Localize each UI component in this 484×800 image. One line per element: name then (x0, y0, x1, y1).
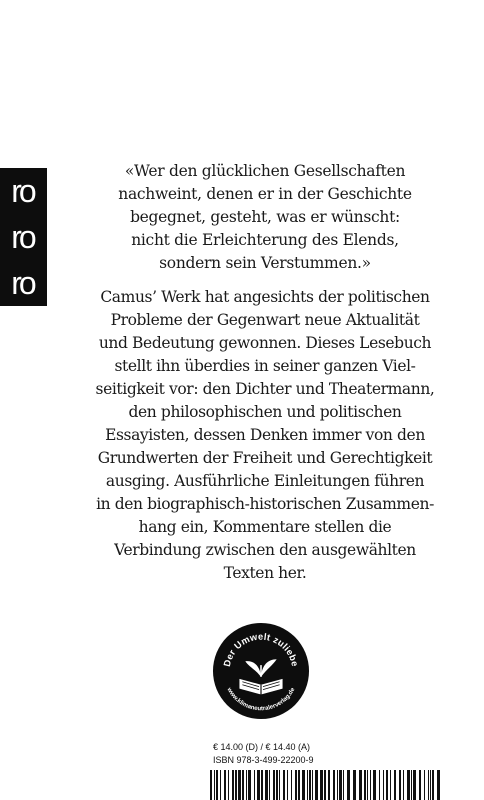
blurb-line: stellt ihn überdies in seiner ganzen Viel- (114, 357, 416, 375)
barcode-bar (235, 770, 237, 800)
rororo-logo (0, 168, 47, 306)
barcode-bar (373, 770, 376, 800)
barcode-bar (364, 770, 366, 800)
barcode-bar (220, 770, 221, 800)
barcode-bar (386, 770, 388, 800)
quote-line: «Wer den glücklichen Gesellschaften (124, 162, 406, 180)
barcode-bar (403, 770, 404, 800)
barcode-bar (287, 770, 288, 800)
blurb-line: seitigkeit vor: den Dichter und Theatermann, (95, 380, 435, 398)
barcode-bar (419, 770, 421, 800)
barcode-bar (248, 770, 251, 800)
blurb-line: in den biographisch-historischen Zusammen- (96, 495, 434, 513)
seal-top-text: Der Umwelt zuliebe (221, 631, 301, 668)
quote-line: begegnet, gesteht, was er wünscht: (130, 208, 400, 226)
barcode-bar (379, 770, 380, 800)
barcode-bar (407, 770, 410, 800)
barcode-bar (232, 770, 234, 800)
barcode-bar (328, 770, 330, 800)
barcode-bar (307, 770, 308, 800)
barcode-bar (302, 770, 305, 800)
barcode-bar (216, 770, 218, 800)
blurb-line: hang ein, Kommentare stellen die (138, 518, 392, 536)
barcode-bar (269, 770, 270, 800)
barcode-bar (238, 770, 241, 800)
barcode-bar (242, 770, 244, 800)
cover-edge (440, 740, 484, 800)
barcode-bar (279, 770, 280, 800)
blurb-line: Verbindung zwischen den ausgewählten (114, 541, 416, 559)
barcode-bar (399, 770, 401, 800)
barcode-bar (315, 770, 318, 800)
eco-seal-icon (212, 622, 310, 720)
barcode-bar (428, 770, 429, 800)
barcode-bar (432, 770, 434, 800)
blurb-text (72, 286, 458, 585)
quote-line: nicht die Erleichterung des Elends, (131, 231, 399, 249)
barcode-bar (359, 770, 362, 800)
barcode (210, 770, 440, 800)
barcode-bar (413, 770, 416, 800)
blurb-line: und Bedeutung gewonnen. Dieses Lesebuch (98, 334, 432, 352)
barcode-bar (298, 770, 300, 800)
barcode-bar (424, 770, 425, 800)
barcode-bar (276, 770, 278, 800)
blurb-line: ausging. Ausführliche Einleitungen führen (105, 472, 425, 490)
barcode-bar (265, 770, 268, 800)
barcode-bar (261, 770, 263, 800)
barcode-bar (273, 770, 275, 800)
barcode-bar (257, 770, 260, 800)
blurb-line: Texten her. (223, 564, 307, 582)
blurb-line: Camus’ Werk hat angesichts der politischen (100, 288, 430, 306)
logo-line: ro (11, 173, 34, 209)
barcode-bar (411, 770, 412, 800)
barcode-bar (210, 770, 212, 800)
barcode-bar (214, 770, 215, 800)
barcode-bar (224, 770, 226, 800)
barcode-bar (367, 770, 368, 800)
barcode-bar (312, 770, 313, 800)
barcode-bar (343, 770, 344, 800)
barcode-bar (254, 770, 255, 800)
barcode-bar (283, 770, 285, 800)
blurb-line: Grundwerten der Freiheit und Gerechtigkeit (97, 449, 433, 467)
barcode-bar (390, 770, 391, 800)
barcode-bar (324, 770, 326, 800)
barcode-bar (291, 770, 292, 800)
barcode-bar (228, 770, 229, 800)
isbn-text: ISBN 978-3-499-22200-9 (213, 755, 314, 765)
price-block (213, 741, 314, 767)
barcode-bar (246, 770, 247, 800)
blurb-line: Essayisten, dessen Denken immer von den (105, 426, 425, 444)
logo-line: ro (11, 219, 34, 255)
quote-line: sondern sein Verstummen.» (159, 254, 371, 272)
cover-quote (100, 160, 430, 275)
barcode-bar (333, 770, 335, 800)
barcode-bar (370, 770, 371, 800)
barcode-bar (347, 770, 350, 800)
barcode-bar (394, 770, 396, 800)
price-text: € 14.00 (D) / € 14.40 (A) (213, 742, 311, 752)
barcode-bar (295, 770, 297, 800)
barcode-bar (339, 770, 342, 800)
quote-line: nachweint, denen er in der Geschichte (118, 185, 412, 203)
blurb-line: Probleme der Gegenwart neue Aktualität (110, 311, 420, 329)
blurb-line: den philosophischen und politischen (128, 403, 402, 421)
seal-bottom-text: www.klimaneutralerverlag.de (225, 687, 297, 713)
barcode-bar (383, 770, 384, 800)
barcode-bar (320, 770, 323, 800)
barcode-bar (309, 770, 311, 800)
barcode-bar (353, 770, 356, 800)
barcode-bar (337, 770, 338, 800)
logo-line: ro (11, 265, 34, 301)
barcode-bar (430, 770, 431, 800)
